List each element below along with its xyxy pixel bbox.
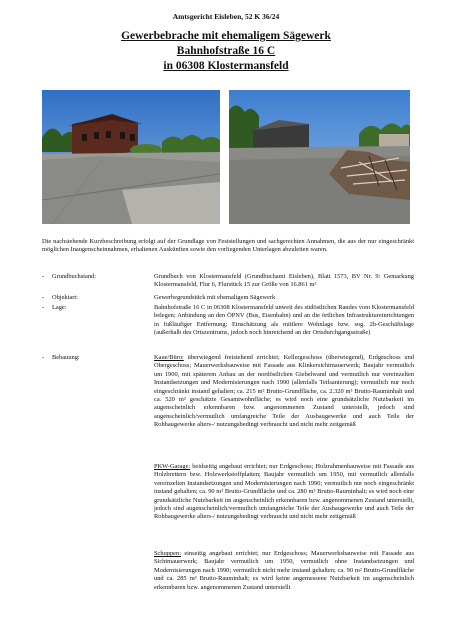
value-grundbuch: Grundbuch von Klostermansfeld (Grundbuchamt Eisleben), Blatt 1573, BV Nr. 9: Gemarkung Klostermansfeld, Flur 6, Flurstück 15 zur Größe von 16.861 m² <box>154 273 414 289</box>
bullet: - <box>42 304 45 311</box>
schuppen-text: einseitig angebaut errichtet; nur Erdgeschoss; Mauerwerksbauweise mit Fassade aus Sichtmauerwerk; Baujahr vermutlich um 1950, vermutlich ohne Instandsetzungen und Modernisierungen nach 1990; vermutlich nicht mehr instand gehalten; ca. 90 m² Brutto-Grundfläche und ca. 285 m³ Brutto-Rauminhalt; es wird keine angemessene Nutzbarkeit im augenscheinlich erkennbaren bzw. angenommenen Zustand unterstellt <box>154 550 414 591</box>
schuppen-label: Schuppen: <box>154 550 181 557</box>
title-line-2: Bahnhofstraße 16 C <box>176 45 276 57</box>
paragraph-kaue-buero <box>154 354 414 430</box>
label-objektart: Objektart: <box>52 294 78 301</box>
paragraph-schuppen <box>154 550 414 592</box>
label-grundbuch: Grundbuchstand: <box>52 273 97 280</box>
paragraph-pkw-garage <box>154 463 414 522</box>
bullet: - <box>42 354 45 361</box>
pkw-text: beidseitig angebaut errichtet; nur Erdgeschoss; Holzrahmenbauweise mit Fassade aus Holzbrettern bzw. Holzwerkstoffplatten; Baujahr vermutlich um 1950, mit vermutlich allenfalls vereinzelten Instandsetzungen und Modernisierungen nach 1990; vermutlich nur noch eingeschränkt instand gehalten; ca. 90 m² Brutto-Grundfläche und ca. 280 m³ Brutto-Rauminhalt; es wird noch eine grundsätzliche Nutzbarkeit im augenscheinlich erkennbaren bzw. angenommenen Zustand unterstellt, jedoch sind augenscheinlich/vermutlich umfangreiche Teile der Ausbaugewerke und auch Teile der Rohbaugewerke alters-/ nutzungsbedingt verbraucht und nicht mehr zeitgemäß <box>154 463 414 521</box>
court-reference: Amtsgericht Eisleben, 52 K 36/24 <box>172 12 280 21</box>
value-lage: Bahnhofstraße 16 C in 06308 Klostermansfeld unweit des südöstlichen Randes vom Klostermansfeld belegen; Anbindung an den ÖPNV (Bus, Eisenbahn) und an die örtlichen Infrastruktureinrichtungen in fußläufiger Entfernung; Einschätzung als mittlere Wohnlage bzw. sog. 2b-Geschäftslage (außerhalb des Ortszentrums, jedoch noch hinreichend an der Ortsdurchgangsstraße) <box>154 304 414 337</box>
title-line-3: in 06308 Klostermansfeld <box>163 60 289 72</box>
intro-paragraph: Die nachstehende Kurzbeschreibung erfolgt auf der Grundlage von Feststellungen und sachgerechten Annahmen, die aus der nur eingeschränkt möglichen Inaugenscheinnahmen, erhaltenen Auskünften sowie den vorliegenden Unterlagen abzuleiten waren. <box>42 238 414 254</box>
value-objektart: Gewerbegrundstück mit ehemaligem Sägewerk <box>154 294 276 301</box>
label-lage: Lage: <box>52 304 67 311</box>
kaue-label: Kaue/Büro: <box>154 354 184 361</box>
bullet: - <box>42 294 45 301</box>
pkw-label: PKW-Garage: <box>154 463 191 470</box>
kaue-text: überwiegend freistehend errichtet; Kellergeschoss (überwiegend), Erdgeschoss und Obergeschoss; Mauerwerksbauweise mit Fassade aus Klinkersichtmauerwerk; Baujahr vermutlich um 1900, mit späterem Anbau an der nordöstlichen Giebelwand und vermutlich nur vereinzelten Instandsetzungen und Modernisierungen nach 1990 (allenfalls Teilsanierung); vermutlich nur noch eingeschränkt instand gehalten; ca. 215 m² Brutto-Grundfläche, ca. 2.320 m³ Brutto-Rauminhalt und ca. 520 m² geschätzte Gesamtwohnfläche; es wird noch eine grundsätzliche Nutzbarkeit im augenscheinlich erkennbaren bzw. angenommenen Zustand unterstellt, jedoch sind augenscheinlich/vermutlich umfangreiche Teile der Ausbaugewerke und auch Teile der Rohbaugewerke alters-/ nutzungsbedingt verbraucht und nicht mehr zeitgemäß <box>154 354 414 429</box>
photo-yard-debris <box>229 90 410 224</box>
bullet: - <box>42 273 45 280</box>
photo-building-street <box>42 90 220 224</box>
label-bebauung: Bebauung: <box>52 354 80 361</box>
title-line-1: Gewerbebrache mit ehemaligem Sägewerk <box>121 30 331 42</box>
